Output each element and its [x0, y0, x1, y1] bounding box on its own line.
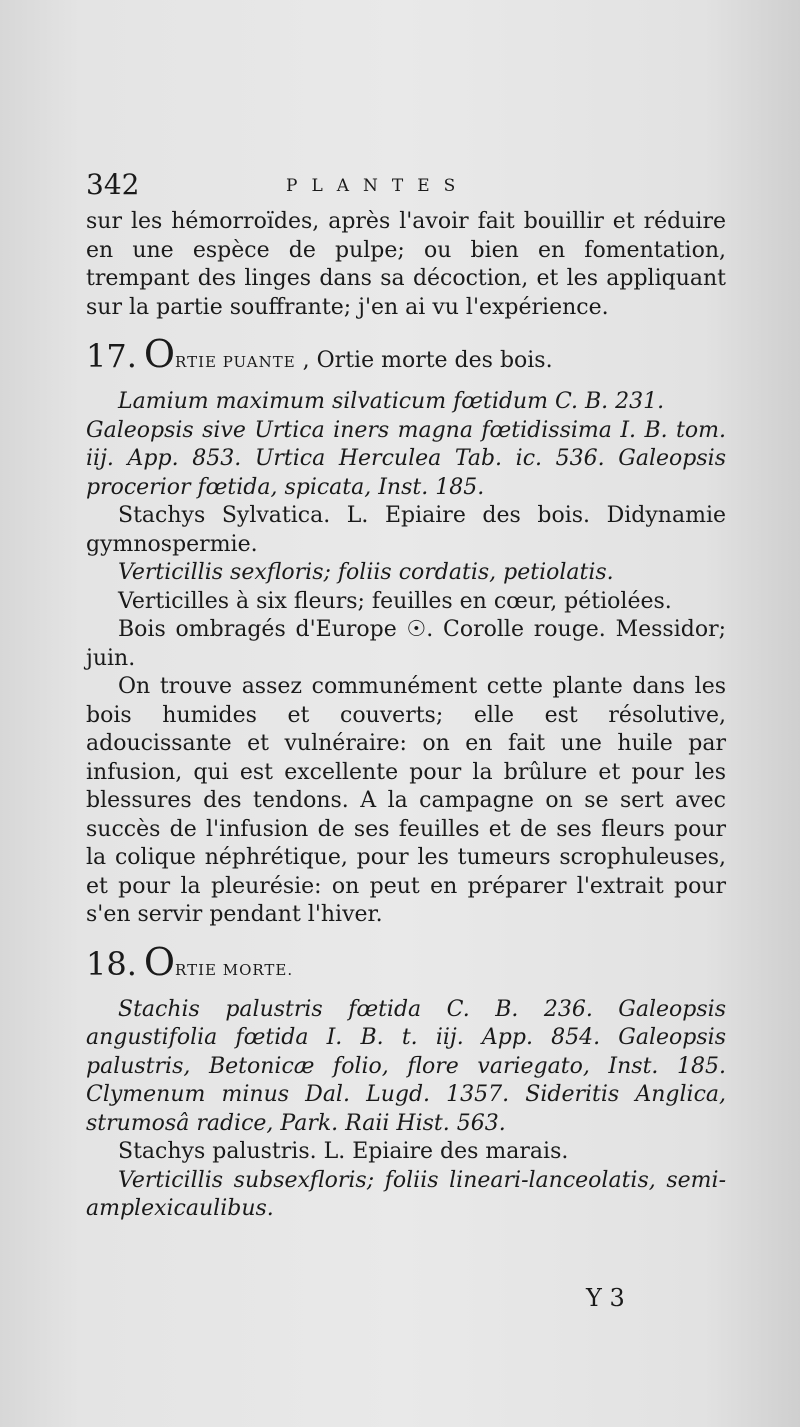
habitat-paragraph: Bois ombragés d'Europe ☉. Corolle rouge. Messidor; juin. [86, 617, 726, 671]
drop-initial: O [143, 939, 176, 984]
drop-initial: O [143, 332, 176, 376]
latin-character: Verticillis subsexfloris; foliis lineari-lanceolatis, semi-amplexicaulibus. [86, 1167, 726, 1221]
uses-paragraph: On trouve assez communément cette plante dans les bois humides et couverts; elle est résolutive, adoucissante et vulnéraire: on en fait une huile par infusion, qui est excellente pour la brûlure et pour les blessures des tendons. A la campagne on se sert avec succès de l'infusion de ses feuilles et de ses fleurs pour la colique néphrétique, pour les tumeurs scrophuleuses, et pour la pleurésie: on peut en préparer l'extrait pour s'en servir pendant l'hiver. [86, 674, 726, 927]
section-name-smallcaps: RTIE MORTE. [175, 960, 294, 979]
signature-mark: Y 3 [586, 1284, 625, 1312]
linnaean-name: Stachys Sylvatica. L. Epiaire des bois. Didynamie gymnospermie. [86, 503, 726, 557]
page-number: 342 [86, 168, 140, 201]
paragraph-hemorrhoids: sur les hémorroïdes, après l'avoir fait bouillir et réduire en une espèce de pulpe; ou bien en fomentation, trempant des linges dans sa décoction, et les appliquant sur la partie souffrante; j'en ai vu l'expérience. [86, 209, 726, 320]
synonym-paragraph: Galeopsis sive Urtica iners magna fœtidissima I. B. tom. iij. App. 853. Urtica Herculea Tab. ic. 536. Galeopsis procerior fœtida, spicata, Inst. 185. [86, 417, 726, 500]
french-character: Verticilles à six fleurs; feuilles en cœur, pétiolées. [118, 588, 672, 614]
running-head [86, 168, 726, 208]
running-title: PLANTES [286, 176, 470, 196]
section-number: 17. [86, 337, 137, 375]
synonym-paragraph: Stachis palustris fœtida C. B. 236. Galeopsis angustifolia fœtida I. B. t. iij. App. 854. Galeopsis palustris, Betonicæ folio, flore variegato, Inst. 185. Clymenum minus Dal. Lugd. 1357. Sideritis Anglica, strumosâ radice, Park. Raii Hist. 563. [86, 996, 726, 1136]
section-name-rest: , Ortie morte des bois. [302, 348, 553, 373]
section-18-heading [86, 939, 726, 990]
section-number: 18. [86, 944, 137, 983]
latin-character: Verticillis sexfloris; foliis cordatis, petiolatis. [118, 560, 614, 585]
linnaean-name: Stachys palustris. L. Epiaire des marais. [118, 1139, 569, 1164]
synonym-line: Lamium maximum silvaticum fœtidum C. B. 231. [118, 389, 665, 414]
section-name-smallcaps: RTIE PUANTE [175, 353, 296, 371]
page-body [86, 168, 726, 1224]
section-17-heading [86, 334, 726, 382]
